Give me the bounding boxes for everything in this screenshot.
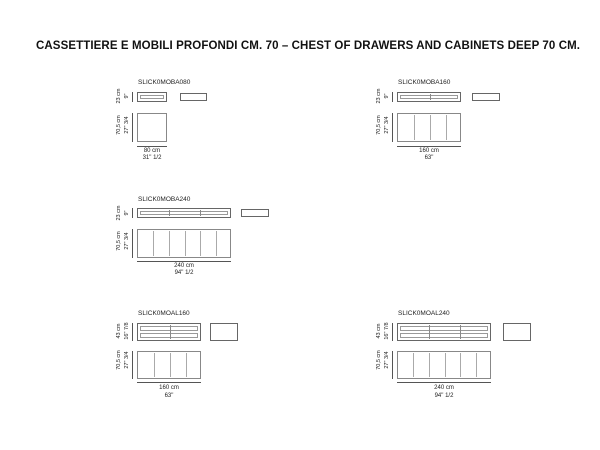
top-height-cm: 43 cm — [376, 323, 382, 339]
side-view-outline — [180, 93, 207, 101]
dimension-line — [397, 146, 461, 147]
top-height-in: 9" — [384, 93, 390, 99]
width-in: 94" 1/2 — [174, 270, 194, 276]
width-in: 63" — [424, 155, 434, 161]
dimension-line — [132, 229, 133, 258]
front-elevation — [397, 113, 461, 142]
front-elevation — [137, 229, 231, 258]
dimension-line — [137, 261, 231, 262]
body-height-cm: 70,5 cm — [116, 350, 122, 370]
top-height-in: 16" 7/8 — [384, 322, 390, 340]
width-in: 63" — [164, 393, 174, 399]
dimension-line — [397, 382, 491, 383]
product-code: SLICK0MOBA160 — [398, 79, 451, 86]
body-height-cm: 70,5 cm — [376, 350, 382, 370]
top-height-in: 9" — [124, 210, 130, 216]
body-height-cm: 70,5 cm — [116, 115, 122, 135]
body-height-in: 27" 3/4 — [124, 351, 130, 369]
dimension-line — [392, 323, 393, 341]
page-title: CASSETTIERE E MOBILI PROFONDI CM. 70 – CHEST OF DRAWERS AND CABINETS DEEP 70 CM. — [36, 40, 581, 52]
width-in: 94" 1/2 — [434, 393, 454, 399]
body-height-in: 27" 3/4 — [124, 232, 130, 250]
width-cm: 80 cm — [143, 148, 161, 154]
top-height-cm: 23 cm — [116, 88, 122, 104]
front-elevation — [137, 113, 167, 142]
body-height-cm: 70,5 cm — [116, 231, 122, 251]
top-view-outline — [137, 92, 167, 102]
width-cm: 240 cm — [174, 263, 194, 269]
front-elevation — [137, 351, 201, 379]
dimension-line — [132, 113, 133, 142]
body-height-in: 27" 3/4 — [384, 116, 390, 134]
dimension-line — [392, 113, 393, 142]
body-height-in: 27" 3/4 — [124, 116, 130, 134]
width-cm: 160 cm — [419, 148, 439, 154]
product-code: SLICK0MOBA240 — [138, 196, 191, 203]
body-height-cm: 70,5 cm — [376, 115, 382, 135]
body-height-in: 27" 3/4 — [384, 351, 390, 369]
top-view-outline — [137, 208, 231, 218]
dimension-line — [132, 323, 133, 341]
width-in: 31" 1/2 — [142, 155, 162, 161]
side-view-outline — [503, 323, 531, 341]
top-height-in: 16" 7/8 — [124, 322, 130, 340]
dimension-line — [392, 92, 393, 102]
dimension-line — [137, 146, 167, 147]
side-view-outline — [241, 209, 269, 217]
top-view-outline — [397, 92, 461, 102]
side-view-outline — [210, 323, 238, 341]
dimension-line — [392, 351, 393, 379]
top-height-in: 9" — [124, 93, 130, 99]
top-height-cm: 23 cm — [116, 205, 122, 221]
product-code: SLICK0MOBA080 — [138, 79, 191, 86]
dimension-line — [132, 351, 133, 379]
front-elevation — [397, 351, 491, 379]
dimension-line — [132, 92, 133, 102]
dimension-line — [132, 208, 133, 218]
top-view-outline — [397, 323, 491, 341]
top-view-outline — [137, 323, 201, 341]
product-code: SLICK0MOAL240 — [398, 310, 450, 317]
side-view-outline — [472, 93, 500, 101]
width-cm: 160 cm — [159, 385, 179, 391]
top-height-cm: 23 cm — [376, 88, 382, 104]
width-cm: 240 cm — [434, 385, 454, 391]
top-height-cm: 43 cm — [116, 323, 122, 339]
product-code: SLICK0MOAL160 — [138, 310, 190, 317]
dimension-line — [137, 382, 201, 383]
